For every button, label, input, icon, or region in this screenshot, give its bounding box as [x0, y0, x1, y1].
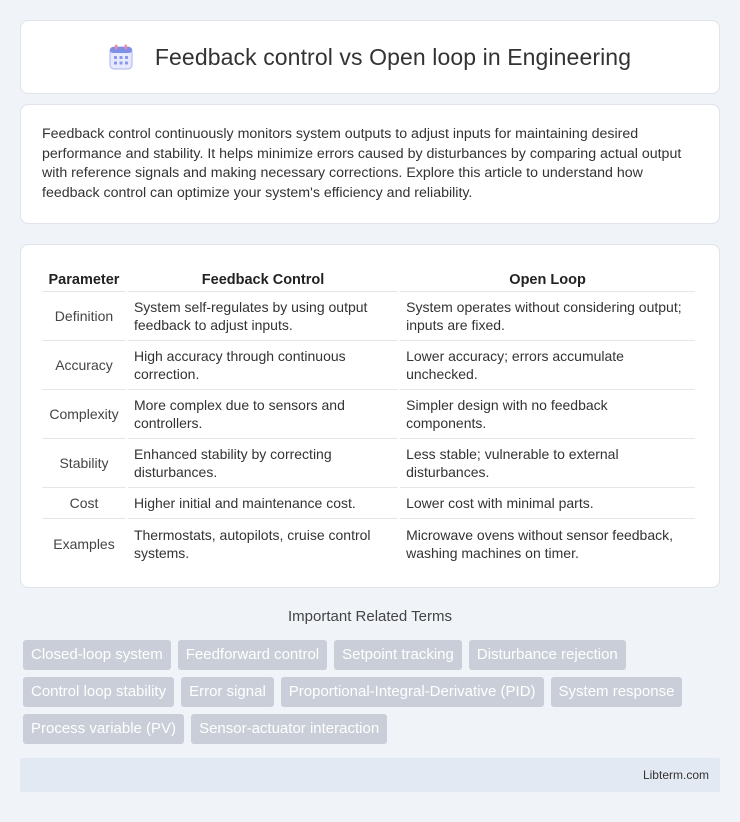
row-open-loop-value: Less stable; vulnerable to external disturbances.: [400, 439, 695, 488]
table-row: [42, 292, 695, 341]
header-open-loop: Open Loop: [400, 265, 695, 292]
related-term-tag[interactable]: Process variable (PV): [23, 714, 184, 744]
table-header-row: [42, 265, 695, 292]
table-row: [42, 439, 695, 488]
related-term-tag[interactable]: Closed-loop system: [23, 640, 171, 670]
comparison-table: [40, 265, 697, 568]
row-feedback-value: Enhanced stability by correcting disturbances.: [128, 439, 398, 488]
row-feedback-value: More complex due to sensors and controllers.: [128, 390, 398, 439]
row-parameter: Stability: [42, 439, 126, 488]
related-term-tag[interactable]: Control loop stability: [23, 677, 174, 707]
related-term-tag[interactable]: Proportional-Integral-Derivative (PID): [281, 677, 544, 707]
row-open-loop-value: System operates without considering output; inputs are fixed.: [400, 292, 695, 341]
related-term-tag[interactable]: System response: [551, 677, 683, 707]
intro-card: [20, 104, 720, 224]
comparison-table-card: [20, 244, 720, 588]
related-terms-heading: Important Related Terms: [288, 608, 452, 625]
header-feedback-control: Feedback Control: [128, 265, 398, 292]
row-parameter: Accuracy: [42, 341, 126, 390]
related-term-tag[interactable]: Sensor-actuator interaction: [191, 714, 387, 744]
row-parameter: Cost: [42, 488, 126, 519]
header-card: [20, 20, 720, 94]
footer-brand-link[interactable]: Libterm.com: [642, 768, 709, 782]
header-parameter: Parameter: [42, 265, 126, 292]
calendar-icon: [109, 44, 133, 70]
related-terms-list: [23, 640, 723, 751]
related-term-tag[interactable]: Feedforward control: [178, 640, 327, 670]
row-parameter: Definition: [42, 292, 126, 341]
row-parameter: Examples: [53, 535, 115, 552]
table-row: [42, 341, 695, 390]
intro-text: Feedback control continuously monitors system outputs to adjust inputs for maintaining desired performance and stability. It helps minimize errors caused by disturbances by comparing actual output with reference signals and making necessary corrections. Explore this article to understand how feedback control can optimize your system's efficiency and reliability.: [42, 126, 682, 201]
row-feedback-value: High accuracy through continuous correction.: [128, 341, 398, 390]
related-term-tag[interactable]: Setpoint tracking: [334, 640, 462, 670]
footer: [20, 758, 720, 792]
row-open-loop-value: Lower accuracy; errors accumulate unchecked.: [400, 341, 695, 390]
row-open-loop-value: Simpler design with no feedback components.: [400, 390, 695, 439]
related-term-tag[interactable]: Disturbance rejection: [469, 640, 626, 670]
related-term-tag[interactable]: Error signal: [181, 677, 274, 707]
row-feedback-value: Higher initial and maintenance cost.: [128, 488, 398, 519]
row-open-loop-value: Microwave ovens without sensor feedback, washing machines on timer.: [406, 526, 674, 561]
table-row: [42, 390, 695, 439]
row-feedback-value: Thermostats, autopilots, cruise control systems.: [133, 526, 371, 561]
row-parameter: Complexity: [42, 390, 126, 439]
table-row: [42, 519, 695, 568]
page-title: Feedback control vs Open loop in Engineering: [154, 43, 632, 70]
row-feedback-value: System self-regulates by using output feedback to adjust inputs.: [128, 292, 398, 341]
table-row: [42, 488, 695, 519]
row-open-loop-value: Lower cost with minimal parts.: [400, 488, 695, 519]
